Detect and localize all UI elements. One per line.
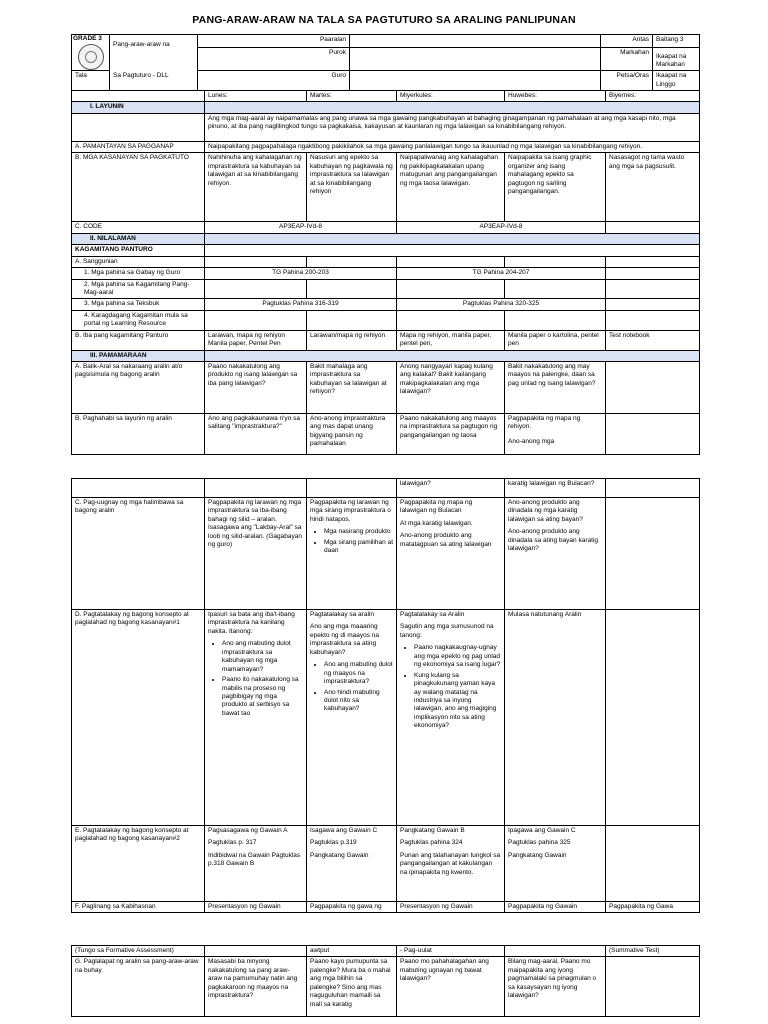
paaralan-value[interactable] — [350, 35, 601, 48]
bullet-list — [310, 661, 393, 714]
pagtatalakay1-miyerkules — [397, 610, 505, 826]
paragraph: Pagtuklas p. 317 — [208, 839, 257, 847]
blank-cell — [606, 310, 700, 330]
pagtatalakay1-lunes — [205, 610, 307, 826]
paghahabi-huwebes — [505, 414, 606, 455]
blank-cell — [606, 610, 700, 826]
pamantayan-text: Naipapakitang pagpapahalaga ngaktibong pakikilahok sa mga gawaing panlalawigan tungo sa ikauunlad ng mga lalawigan sa kinabibilangang rehiyon. — [205, 141, 700, 152]
petsa-value: Ikaapat na Linggo — [653, 71, 700, 91]
blank-cell — [606, 279, 700, 299]
paglinang-lunes: Presentasyon ng Gawain — [205, 902, 307, 913]
gabay-label: 1. Mga pahina sa Gabay ng Guro — [72, 268, 205, 279]
purok-value[interactable] — [350, 48, 601, 71]
cont-lunes — [205, 479, 307, 498]
page-title: PANG-ARAW-ARAW NA TALA SA PAGTUTURO SA ARALING PANLIPUNAN — [192, 14, 576, 26]
list-item: • Mga sirang pamilihan at daan — [324, 539, 393, 556]
list-item: • Paano ito nakakatulong sa mabilis na proseso ng pagbibigay ng mga produkto at serbisyo sa bawat tao — [222, 676, 303, 718]
iba-huwebes: Manila paper o kartolina, pentel pen — [505, 330, 606, 350]
karagdagang-label: 4. Karagdagang Kagamitan mula sa portal ng Learning Resource — [72, 310, 205, 330]
bullet-list — [400, 644, 501, 730]
blank-cell — [606, 256, 700, 267]
paglalapat-lunes: Masasabi ba ninyong nakakatulong sa pang araw-araw na pamumuhay natin ang pagkakaroon ng maayos na imprastraktura? — [205, 957, 307, 1017]
paragraph: Pagtuklas pahina 325 — [508, 839, 571, 847]
blank-cell — [205, 256, 307, 267]
blank-cell — [205, 310, 307, 330]
day-lunes: Lunes: — [205, 91, 307, 102]
purok-label: Purok — [198, 48, 350, 71]
formative-label: (Tungo sa Formative Assessment) — [72, 946, 205, 957]
paglalapat-biyernes — [606, 957, 700, 1017]
iba-miyerkules: Mapa ng rehiyon, manila paper, pentel pen, — [397, 330, 505, 350]
paragraph: Ipagawa ang Gawain C — [508, 827, 576, 834]
list-item: • Paano nagkakaugnay-ugnay ang mga epekto ng pag unlad ng ekonomiya sa isang lugar? — [414, 644, 501, 669]
kasanayan-martes: Nasusuri ang epekto sa kabuhayan ng pagkawala ng imprastraktura sa lalawigan at sa kinabibilangang rehiyon — [307, 153, 397, 222]
blank-cell — [606, 268, 700, 279]
code-label: C. CODE — [72, 222, 205, 233]
kasanayan-huwebes: Naipapakita sa isang graphic organizer ang isang mahalagang epekto sa pagtugon ng sariling pangangailangan. — [505, 153, 606, 222]
paragraph: Pagsasagawa ng Gawain A — [208, 827, 288, 834]
paglalapat-label: G. Paglalapat ng aralin sa pang-araw-araw na buhay — [72, 957, 205, 1017]
code-value-2: AP3EAP-IVd-8 — [397, 222, 606, 233]
balik-aral-lunes: Paano nakakatulong ang produkto ng isang lalawigan sa iba pang lalawigan? — [205, 362, 307, 414]
blank-cell — [307, 279, 397, 299]
paragraph: Ano-anong produkto ang dinadala sa ating bayan karatig lalawigan? — [508, 528, 598, 553]
iba-lunes: Larawan, mapa ng rehiyon Manila paper, Pentel Pen — [205, 330, 307, 350]
tala-cell — [72, 71, 110, 91]
paglinang-miyerkules: Presentasyon ng Gawain — [397, 902, 505, 913]
markahan-label: Markahan — [601, 48, 653, 71]
blank-cell — [397, 256, 505, 267]
pag-uugnay-martes — [307, 498, 397, 610]
section-pamamaraan-fill — [205, 350, 700, 361]
paglinang-huwebes: Pagpapakita ng Gawain — [505, 902, 606, 913]
paragraph: Indibidwal na Gawain Pagtuklas p.318 Gawain B — [208, 851, 301, 868]
pag-uugnay-label: C. Pag-uugnay ng mga halimbawa sa bagong aralin — [72, 498, 205, 610]
paaralan-label: Paaralan — [198, 35, 350, 48]
blank-cell — [205, 279, 307, 299]
paghahabi-miyerkules: Paano nakakatulong ang maayos na imprastraktura sa pagtugon ng pangangailangan ng taosa — [397, 414, 505, 455]
blank-cell — [505, 279, 606, 299]
paghahabi-lunes: Ano ang pagkakaunawa n'yo sa salitang "imprastraktura?" — [205, 414, 307, 455]
pag-uugnay-miyerkules — [397, 498, 505, 610]
pagtatalakay2-huwebes — [505, 826, 606, 902]
kasanayan-lunes: Nahihinuha ang kahalagahan ng imprastraktura sa kabuhayan sa lalawigan at sa kinabibilangang rehiyon. — [205, 153, 307, 222]
list-item: • Ano hindi mabuting dulot nito sa kabuhayan? — [324, 689, 393, 714]
paragraph: Isagawa ang Gawain C — [310, 827, 378, 834]
section-pamamaraan: III. PAMAMARAAN — [72, 350, 205, 361]
day-martes: Martes: — [307, 91, 397, 102]
balik-aral-biyernes — [606, 362, 700, 414]
blank-cell — [397, 279, 505, 299]
main-table — [71, 90, 700, 455]
iba-martes: Larawan/mapa ng rehiyon — [307, 330, 397, 350]
pagtatalakay1-martes — [307, 610, 397, 826]
paragraph: Pangkatang Gawain — [508, 851, 567, 859]
paragraph: Sagutin ang mga sumusunod na tanong: — [400, 623, 494, 639]
pagtatalakay2-label: E. Pagtatalakay ng bagong konsepto at paglalahad ng bagong kasanayan#2 — [72, 826, 205, 902]
paragraph: Pangkatang Gawain B — [400, 827, 465, 834]
paragraph: Ano-anong produkto ang dinadala ng mga karatig lalawigan sa ating bayan? — [508, 499, 583, 523]
paragraph: Pagtuklas p.319 — [310, 839, 357, 847]
paghahabi-biyernes — [606, 414, 700, 455]
dll-label-3: Sa Pagtuturo - DLL — [113, 71, 169, 79]
balik-aral-huwebes: Bakit nakakatulong ang may maayos na palengke, daan sa pag unlad ng isang lalawigan? — [505, 362, 606, 414]
blank-cell — [606, 299, 700, 310]
blank-cell — [606, 222, 700, 233]
paragraph: Punan ang talahanayan tungkol sa pangangailangan at kakulangan na ipinapakita ng kwento. — [400, 851, 501, 876]
teksbuk-value-2: Pagtuklas Pahina 320-325 — [397, 299, 606, 310]
day-huwebes: Huwebes: — [505, 91, 606, 102]
pamantayan-label: A. PAMANTAYAN SA PAGGANAP — [72, 141, 205, 152]
blank-cell — [72, 479, 205, 498]
cont-martes — [307, 479, 397, 498]
gabay-value-2: TG Pahina 204-207 — [397, 268, 606, 279]
grade-label: GRADE 3 — [73, 35, 102, 42]
blank-cell — [307, 310, 397, 330]
cont-miyerkules: lalawigan? — [397, 479, 505, 498]
paglalapat-martes: Paano kayo pumupunta sa palengke? Mura ba o mahal ang mga bilihin sa palengke? Sino ang mas naguguluhan mamaili sa mall sa karatig — [307, 957, 397, 1017]
pagtatalakay2-miyerkules — [397, 826, 505, 902]
blank-cell — [307, 256, 397, 267]
section-nilalaman-fill — [205, 233, 700, 244]
section-layunin: I. LAYUNIN — [72, 102, 205, 113]
school-seal-icon — [78, 44, 104, 70]
list-item: • Ano ang mabuting dulot ng maayos na imprastraktura? — [324, 661, 393, 686]
paglinang-label: F. Paglinang sa Kabihasnan — [72, 902, 205, 913]
sanggunian-label: A. Sanggunian — [72, 256, 205, 267]
dll-cell-1 — [110, 35, 198, 71]
pagtatalakay1-label: D. Pagtatalakay ng bagong konsepto at paglalahad ng bagong kasanayan#1 — [72, 610, 205, 826]
guro-label: Guro — [198, 71, 350, 91]
kasanayan-biyernes: Nasasagot ng tama wasto ang mga sa pagsusulit. — [606, 153, 700, 222]
pag-uugnay-huwebes — [505, 498, 606, 610]
blank-cell — [606, 826, 700, 902]
blank-cell — [505, 310, 606, 330]
paragraph: Pagtuklas pahina 324 — [400, 839, 463, 847]
pag-uugnay-martes-intro: Pagpapakita ng larawan ng mga sirang imprastraktura o hindi natapos. — [310, 499, 391, 523]
balik-aral-miyerkules: Anong nangyayari kapag kulang ang kalakal? Bakit kailangang makipagkalakalan ang mga lalawigan? — [397, 362, 505, 414]
blank-cell — [606, 498, 700, 610]
paragraph: Ipasuri sa bata ang iba't-ibang imprastraktura na kanilang nakita. Itanong: — [208, 611, 295, 635]
cont-biyernes — [606, 479, 700, 498]
section-layunin-fill — [205, 102, 700, 113]
kagamitan-mag-aaral-label: 2. Mga pahina sa Kagamitang Pang-Mag-aaral — [72, 279, 205, 299]
paghahabi-huwebes-text: Pagpapakita ng mapa ng rehiyon. — [508, 415, 581, 431]
paghahabi-label: B. Paghahabi sa layunin ng aralin — [72, 414, 205, 455]
grade-cell — [72, 35, 110, 71]
dll-cell-2 — [110, 71, 198, 91]
day-biyernes: Biyernes: — [606, 91, 700, 102]
paragraph: Ano-anong mga — [508, 437, 555, 445]
kasanayan-miyerkules: Naipapaliwanag ang kahalagahan ng pakikipagkalakalan upang matugunan ang pangangailangan ng mga taosa lalawigan. — [397, 153, 505, 222]
list-item: • Ano ang mabuting dulot imprastraktura sa kabuhayan ng mga mamamayan? — [222, 640, 303, 674]
gabay-value-1: TG Pahina 200-203 — [205, 268, 397, 279]
balik-aral-martes: Bakit mahalaga ang imprastraktura sa kabuhayan sa lalawigan at rehiyon? — [307, 362, 397, 414]
main-table-page-3 — [71, 945, 700, 1017]
antas-label: Antas — [601, 35, 653, 48]
paragraph: Pangkatang Gawain — [310, 851, 369, 859]
paragraph: Ano-anong produkto ang matatagpuan sa ating lalawigan — [400, 532, 492, 548]
list-item: • Kung kulang sa pinagkukunang yaman kaya ay walang matatag na industriya sa inyong lalawigan, ano ang magiging implikasyon nito sa ating ekonomiya? — [414, 672, 501, 731]
header-table — [71, 34, 700, 91]
paglinang-martes: Pagpapakita ng gawa ng — [307, 902, 397, 913]
markahan-value: Ikaapat na Markahan — [653, 48, 700, 71]
day-miyerkules: Miyerkules: — [397, 91, 505, 102]
iba-biyernes: Test notebook — [606, 330, 700, 350]
paglalapat-huwebes: Bilang mag-aaral, Paano mo maipapakita ang iyong pagmamalaki sa pinagmulan o sa kasaysayan ng iyong lalawigan? — [505, 957, 606, 1017]
antas-value: Baitang 3 — [653, 35, 700, 48]
paglinang-biyernes: Pagpapakita ng Gawa — [606, 902, 700, 913]
formative-lunes — [205, 946, 307, 957]
list-item: • Mga nasirang produkto — [324, 528, 393, 536]
guro-value[interactable] — [350, 71, 601, 91]
main-table-continued — [71, 478, 700, 913]
section-nilalaman: II. NILALAMAN — [72, 233, 205, 244]
layunin-text: Ang mga mag-aaral ay naipamamalas ang pang unawa sa mga gawaing pangkabuhayan at bahaging ginagampanan ng pamahalaan at ang mga kasapi nito, mga pinuno, at iba pang naglilingkod tungo sa pagkakaisa, kakayusan at kaunlaran ng mga lalawigan sa kinabibilangang rehiyon. — [205, 113, 700, 141]
blank-cell — [72, 113, 205, 141]
kasanayan-label: B. MGA KASANAYAN SA PAGKATUTO — [72, 153, 205, 222]
cont-huwebes: karatig lalawigan ng Bulacan? — [505, 479, 606, 498]
paragraph: Pagtatalakay sa Aralin — [400, 611, 465, 618]
paragraph: At mga karatig lalawigan. — [400, 519, 473, 527]
balik-aral-label: A. Balik-Aral sa nakaraang aralin at/o pagsisimula ng bagong aralin — [72, 362, 205, 414]
paragraph: Pagtatalakay sa aralin — [310, 611, 374, 618]
pagtatalakay1-huwebes: Mulasa natutunang Aralin — [505, 610, 606, 826]
formative-martes: awtput — [307, 946, 397, 957]
dll-label-1: Pang-araw-araw na — [113, 41, 170, 48]
petsa-label: Petsa/Oras — [601, 71, 653, 91]
iba-label: B. Iba pang kagamitang Panturo — [72, 330, 205, 350]
blank-cell — [397, 310, 505, 330]
pagtatalakay2-martes — [307, 826, 397, 902]
pag-uugnay-martes-list — [310, 528, 393, 555]
teksbuk-value-1: Pagtuklas Pahina 316-319 — [205, 299, 397, 310]
paghahabi-martes: Ano-anong imprastraktura ang mas dapat unang bigyang pansin ng pamahalaan — [307, 414, 397, 455]
formative-miyerkules: - Pag-uulat — [397, 946, 505, 957]
paglalapat-miyerkules: Paano mo pahahalagahan ang mabuting ugnayan ng bawat lalawigan? — [397, 957, 505, 1017]
blank-cell — [205, 245, 700, 256]
paragraph: Ano ang mga maaaring epekto ng di maayos na imprastraktura sa ating kabuhayan? — [310, 623, 380, 656]
pag-uugnay-lunes: Pagpapakita ng larawan ng mga imprastraktura sa iba-ibang bahagi ng silid – aralan. Isasagawa ang "Lakbay-Aral" sa loob ng silid-aralan. (Gagabayan ng guro) — [205, 498, 307, 610]
kagamitan-label: KAGAMITANG PANTURO — [72, 245, 205, 256]
pagtatalakay2-lunes — [205, 826, 307, 902]
dll-label-2: Tala — [75, 72, 87, 80]
blank-cell — [72, 91, 205, 102]
code-value-1: AP3EAP-IVd-8 — [205, 222, 397, 233]
teksbuk-label: 3. Mga pahina sa Teksbuk — [72, 299, 205, 310]
paragraph: Pagpapakita ng mapa ng lalawigan ng Bulacan — [400, 499, 473, 515]
blank-cell — [505, 256, 606, 267]
bullet-list — [208, 640, 303, 718]
formative-huwebes — [505, 946, 606, 957]
formative-biyernes: (Summative Test) — [606, 946, 700, 957]
